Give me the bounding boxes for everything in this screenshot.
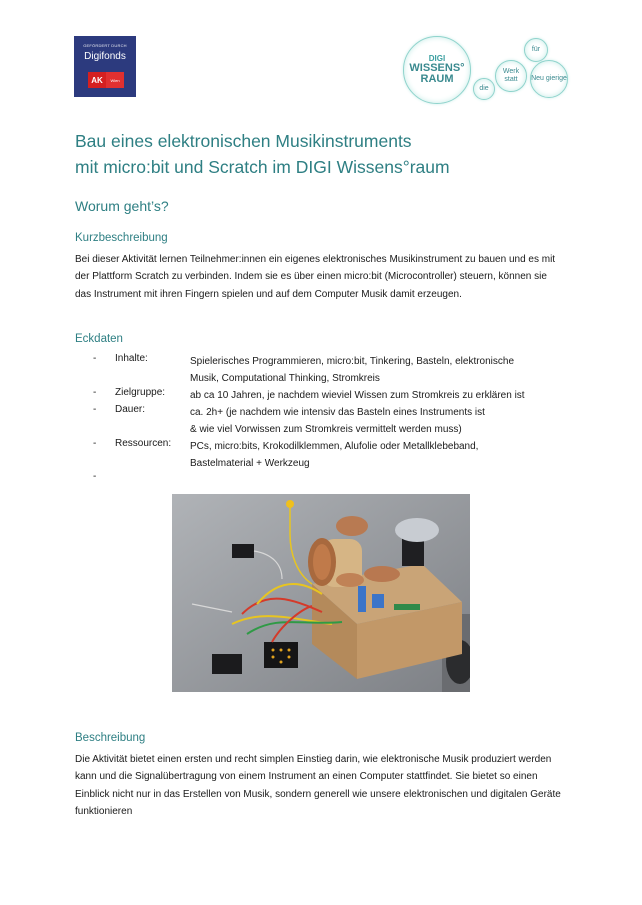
logo-sponsor-text: GEFÖRDERT DURCH (83, 43, 127, 48)
title-line-2: mit micro:bit und Scratch im DIGI Wissens°raum (75, 157, 450, 177)
list-bullet: - (93, 387, 97, 398)
beschreibung-heading: Beschreibung (75, 732, 146, 744)
document-title (75, 128, 545, 180)
eckdaten-value-zielgruppe (190, 387, 570, 404)
logo-werkstatt-text: Werk statt (502, 68, 520, 83)
eckdaten-value-line: Spielerisches Programmieren, micro:bit, Tinkering, Basteln, elektronische (190, 356, 515, 367)
eckdaten-value-ressourcen (190, 438, 570, 472)
list-bullet: - (93, 404, 97, 415)
list-bullet-empty: - (93, 471, 97, 482)
ak-wien-badge: Wien (106, 72, 124, 88)
ak-badge: AK (88, 72, 106, 88)
eckdaten-value-dauer (190, 404, 570, 438)
logo-fuer-bubble (524, 38, 548, 62)
list-bullet: - (93, 438, 97, 449)
eckdaten-value-line: Bastelmaterial + Werkzeug (190, 458, 310, 469)
instrument-photo-drawing (172, 494, 470, 692)
digifonds-logo (74, 36, 136, 97)
eckdaten-value-line: PCs, micro:bits, Krokodilklemmen, Alufolie oder Metallklebeband, (190, 441, 479, 452)
logo-fuer-text: für (531, 46, 541, 53)
eckdaten-value-inhalte (190, 353, 570, 387)
logo-wissens-text: WISSENS° (409, 62, 465, 74)
logo-werkstatt-bubble (495, 60, 527, 92)
title-line-1: Bau eines elektronischen Musikinstruments (75, 131, 412, 151)
kurzbeschreibung-heading: Kurzbeschreibung (75, 232, 168, 244)
logo-die-text: die (479, 85, 489, 92)
beschreibung-text: Die Aktivität bietet einen ersten und recht simplen Einstieg darin, wie elektronische Musik produziert werden kann und die Signalübertragung von einem Instrument an einen Computer stattfindet. Sie bietet so einen Einblick nicht nur in das Erstellen von Musik, sondern generell wie unsere elektronischen und digitalen Geräte funktionieren (75, 754, 561, 817)
kurzbeschreibung-text: Bei dieser Aktivität lernen Teilnehmer:innen ein eigenes elektronisches Musikinstrument zu bauen und es mit der Plattform Scratch zu verbinden. Indem sie es über einen micro:bit (Microcontroller) steuern, können sie das Instrument mit ihren Fingern spielen und auf dem Computer Musik damit erzeugen. (75, 254, 556, 300)
logo-digi-text: DIGI (428, 54, 446, 63)
eckdaten-label-zielgruppe: Zielgruppe: (115, 387, 166, 398)
logo-raum-text: RAUM (420, 73, 454, 85)
logo-die-bubble (473, 78, 495, 100)
eckdaten-value-line: ab ca 10 Jahren, je nachdem wieviel Wissen zum Stromkreis zu erklären ist (190, 390, 525, 401)
section-heading: Worum geht’s? (75, 198, 169, 214)
eckdaten-label-dauer: Dauer: (115, 404, 146, 415)
eckdaten-label-inhalte: Inhalte: (115, 353, 148, 364)
eckdaten-value-line: & wie viel Vorwissen zum Stromkreis vermittelt werden muss) (190, 424, 462, 435)
logo-neugierige-text: Neu gierige (531, 75, 567, 82)
digi-wissensraum-logo (403, 36, 471, 104)
instrument-photo (172, 494, 470, 692)
logo-neugierige-bubble (530, 60, 568, 98)
eckdaten-value-line: Musik, Computational Thinking, Stromkreis (190, 373, 380, 384)
logo-digifonds-text: Digifonds (84, 51, 126, 62)
eckdaten-value-line: ca. 2h+ (je nachdem wie intensiv das Basteln eines Instruments ist (190, 407, 485, 418)
eckdaten-label-ressourcen: Ressourcen: (115, 438, 172, 449)
eckdaten-heading: Eckdaten (75, 333, 123, 345)
list-bullet: - (93, 353, 97, 364)
